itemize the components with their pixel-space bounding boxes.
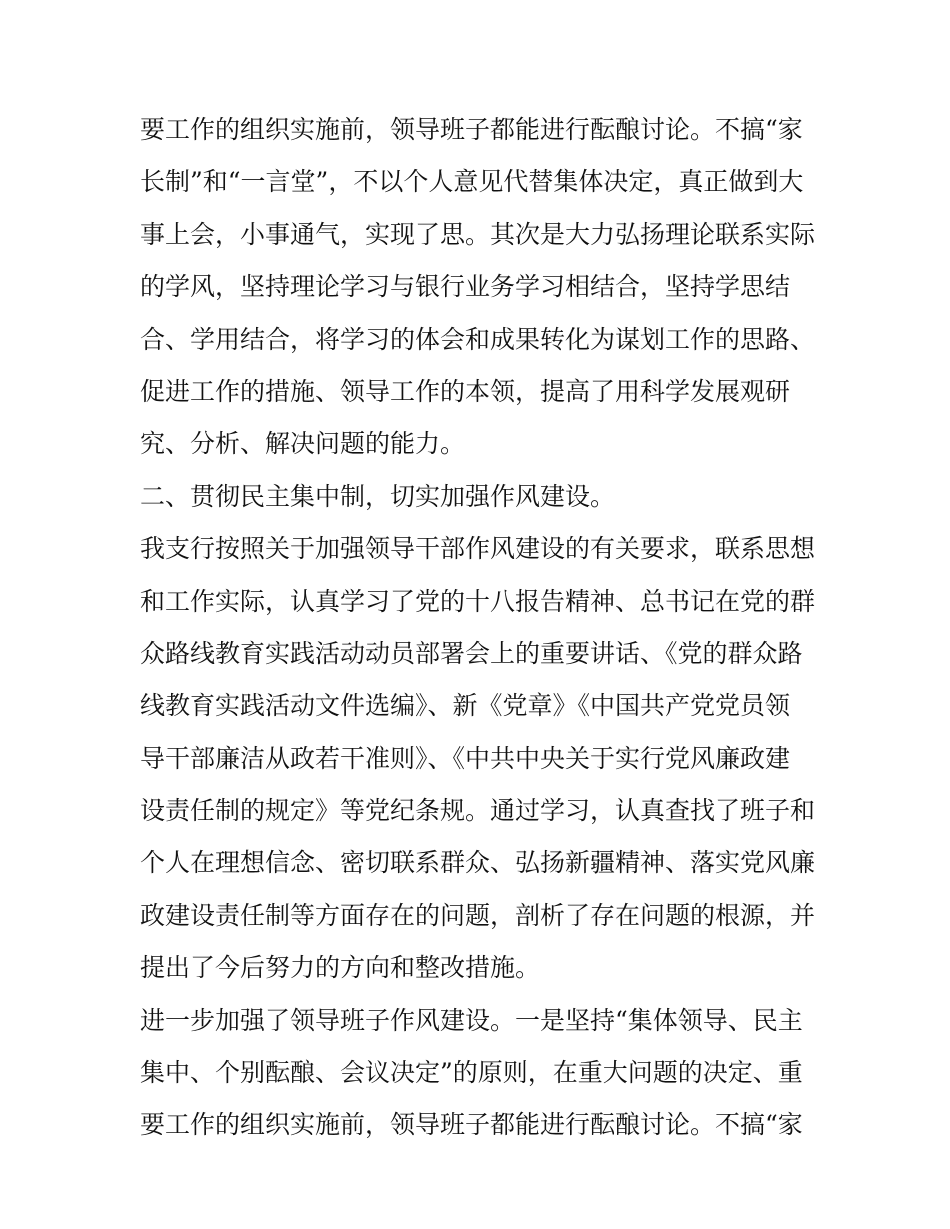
section-heading: 二、贯彻民主集中制，切实加强作风建设。: [140, 481, 616, 511]
text-line: 个人在理想信念、密切联系群众、弘扬新疆精神、落实党风廉: [140, 848, 816, 878]
text-line: 和工作实际，认真学习了党的十八报告精神、总书记在党的群: [140, 586, 816, 616]
text-line: 集中、个别酝酿、会议决定”的原则，在重大问题的决定、重: [140, 1058, 803, 1088]
document-body: [140, 104, 840, 1152]
text-line: 提出了今后努力的方向和整改措施。: [140, 953, 541, 983]
text-line: 进一步加强了领导班子作风建设。一是坚持“集体领导、民主: [140, 1005, 803, 1035]
text-line: 政建设责任制等方面存在的问题，剖析了存在问题的根源，并: [140, 900, 816, 930]
text-line: 究、分析、解决问题的能力。: [140, 429, 466, 459]
text-line: 要工作的组织实施前，领导班子都能进行酝酿讨论。不搞“家: [140, 115, 803, 144]
text-line: 导干部廉洁从政若干准则》、《中共中央关于实行党风廉政建: [140, 743, 791, 773]
text-line: 众路线教育实践活动动员部署会上的重要讲话、《党的群众路: [140, 638, 803, 668]
text-line: 的学风，坚持理论学习与银行业务学习相结合，坚持学思结: [140, 272, 791, 302]
text-line: 促进工作的措施、领导工作的本领，提高了用科学发展观研: [140, 376, 791, 406]
text-line: 事上会，小事通气，实现了思。其次是大力弘扬理论联系实际: [140, 219, 816, 249]
text-line: 设责任制的规定》等党纪条规。通过学习，认真查找了班子和: [140, 796, 816, 826]
text-line: 线教育实践活动文件选编》、新《党章》《中国共产党党员领: [140, 691, 791, 721]
text-line: 长制”和“一言堂”，不以个人意见代替集体决定，真正做到大: [140, 167, 804, 197]
text-line: 要工作的组织实施前，领导班子都能进行酝酿讨论。不搞“家: [140, 1110, 803, 1140]
text-line: 我支行按照关于加强领导干部作风建设的有关要求，联系思想: [140, 534, 816, 564]
text-line: 合、学用结合，将学习的体会和成果转化为谋划工作的思路、: [140, 324, 816, 354]
